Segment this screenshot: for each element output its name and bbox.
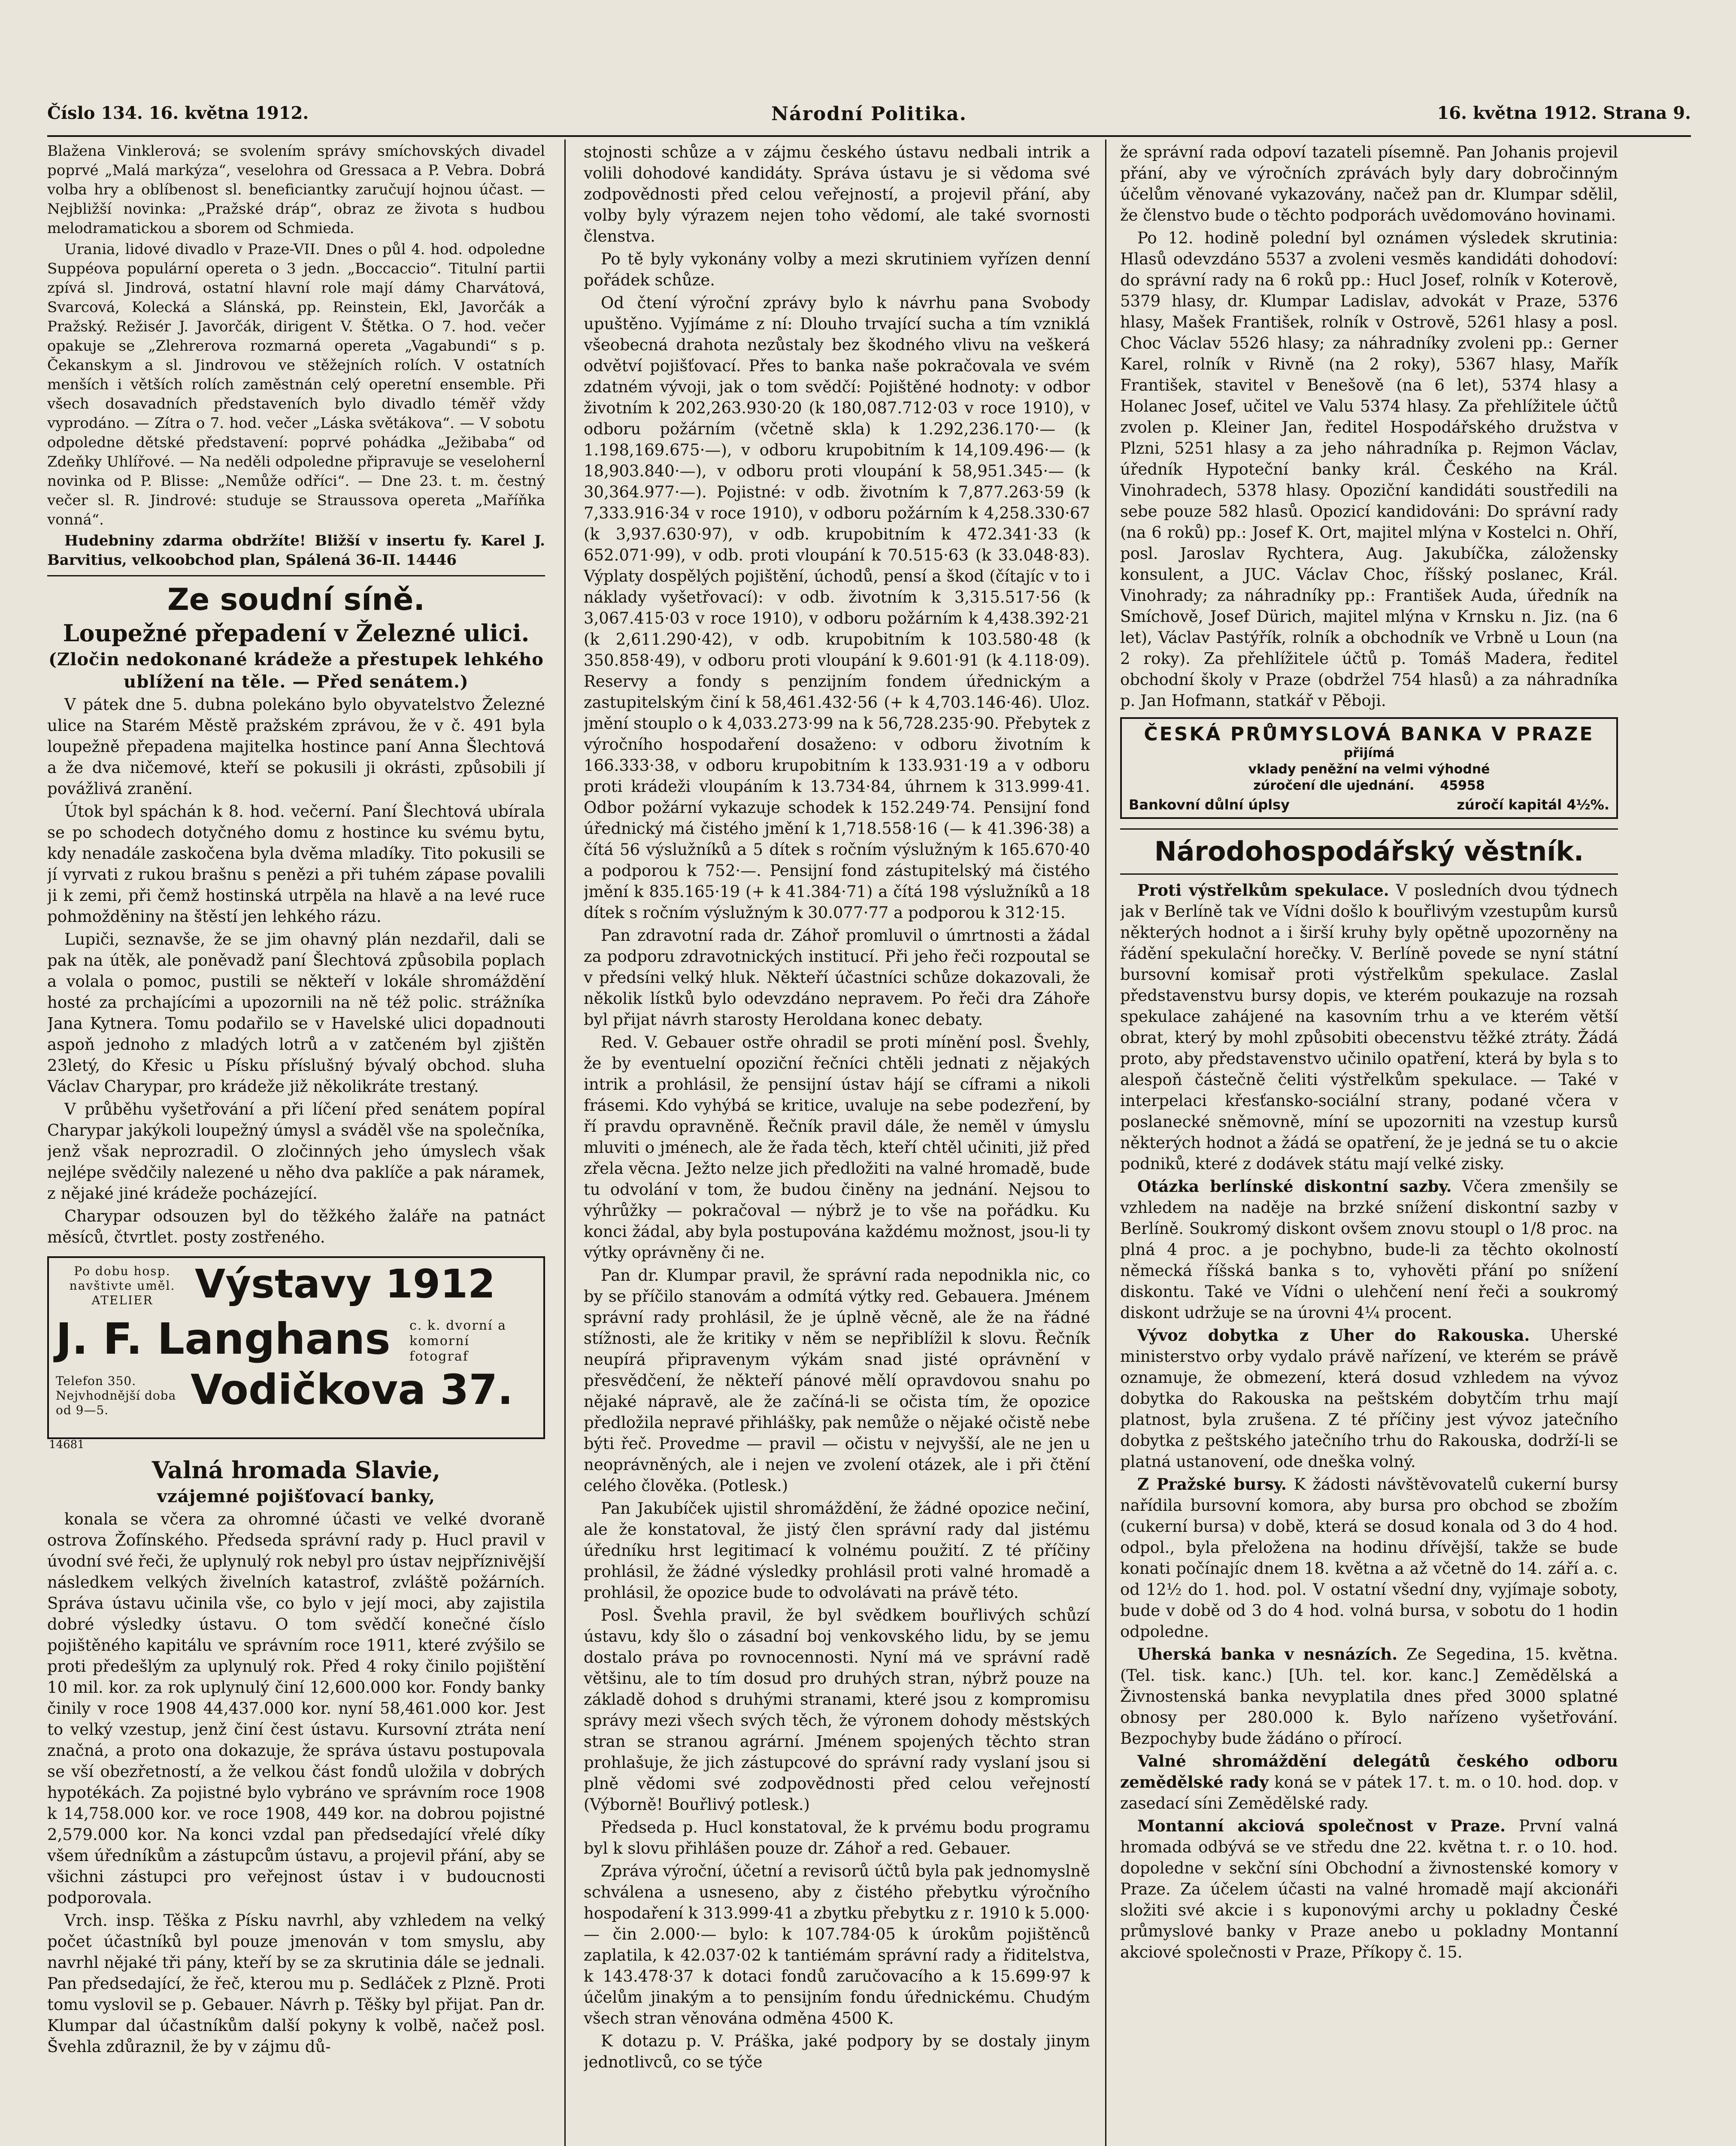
bank-name: ČESKÁ PRŮMYSLOVÁ BANKA V PRAZE xyxy=(1144,723,1594,745)
court-paragraph: Útok byl spáchán k 8. hod. večerní. Paní Šlechtová ubírala se po schodech dotyčného domu z hostince ku svému bytu, kdy nenadále zaskočena byla dvěma mladíky. Tito pokusili se jí vyrvati z rukou brašnu s penězi a při tuhém zápase povalili ji k zemi, při čemž hostinská utrpěla na hlavě a na levé ruce pohmožděniny na štěstí jen lehkého rázu. xyxy=(47,802,545,926)
column-rule-1 xyxy=(564,139,566,2146)
slavia-paragraph: Vrch. insp. Těška z Písku navrhl, aby vzhledem na velký počet účastníků byl pouze jmenován v tom smyslu, aby navrhl nějaké tři pány, kteří by se za skrutinia dále se jednali. Pan předsedající, že řeč, kterou mu p. Sedláček z Plzně. Proti tomu vyslovil se p. Gebauer. Návrh p. Těšky byl přijat. Pan dr. Klumpar dal účastníkům další pokyny k volbě, načež posl. Švehla zdůraznil, že by v zájmu dů- xyxy=(47,1911,545,2056)
bank-line: přijímá xyxy=(1343,746,1395,761)
section-rule xyxy=(47,575,545,576)
slavia-paragraph: Zpráva výroční, účetní a revisorů účtů byla pak jednomyslně schválena a usneseno, aby z čistého přebytku výročního hospodaření k 313.999·41 a zbytku přebytku z r. 1910 k 5.000·— čin 2.000·— bylo: k 107.784·05 k úrokům pojištěnců zaplatila, k 42.037·02 k tantiémám správní rady a řiditelstva, k 143.478·37 k dotaci fondů zaručovacího a k 15.699·97 k účelům jinakým a to pensijním fondu úřednickému. Chudým všech stran věnována odměna 4500 K. xyxy=(584,1862,1090,2028)
court-subheadline: (Zločin nedokonané krádeže a přestupek lehkého ublížení na těle. — Před senátem.) xyxy=(48,649,544,692)
economic-section-title: Národohospodářský věstník. xyxy=(1154,836,1584,867)
article-text: V posledních dvou týdnech jak v Berlíně tak ve Vídni došlo k bouřlivým vzestupům kursů některých hodnot a i širší kruhy byly opětně upozorněny na řádění spekulační horečky. V. Berlíně povede se nyní státní bursovní komisař proti výstřelkům spekulace. Zaslal představenstvu bursy dopis, ve kterém poukazuje na rozsah spekulace zahájené na kasovním trhu a ve kterém větší obrat, který by mohl způsobiti obecenstvu těžké ztráty. Žádá proto, aby představenstvo učinilo opatření, která by byla s to alespoň částečně čeliti výstřelkům spekulace. — Také v interpelaci křesťansko-sociální strany, podané včera v poslanecké sněmovně, míní se upozorniti na vzestup kursů některých hodnot a žádá se opatření, že je jedná se tu o akcie podniků, které z dodávek státu mají velké zisky. xyxy=(1120,881,1618,1173)
court-paragraph: V průběhu vyšetřování a při líčení před senátem popíral Charypar jakýkoli loupežný úmysl a sváděl vše na společníka, jenž však neprozradil. O zločinných jeho úmyslech však nejlépe svědčily nalezené u něho dva paklíče a pak náramek, z nějaké jiné krádeže pocházející. xyxy=(47,1100,545,1203)
date-page-number: 16. května 1912. Strana 9. xyxy=(1437,103,1691,123)
article-text: Uherské ministerstvo orby vydalo právě nařízení, ve kterém se právě oznamuje, že obmezení, která dosud vzhledem na vývoz dobytka do Rakouska na peštském dobytčím trhu mají platnost, byla zrušena. Z té příčiny jest vývoz jatečního dobytka z peštského jatečního trhu do Rakouska, dodrží-li se platná ustanovení, ode dneška volný. xyxy=(1120,1326,1618,1471)
slavia-paragraph: Pan Jakubíček ujistil shromáždění, že žádné opozice nečiní, ale že konstatoval, že jistý člen správní rady dal jistému úředníku hrst legitimací k volnému použití. Z té příčiny prohlásil, že žádné výsledky prohlásil proti valné hromadě a prohlásil, že opozice bude to odvolávati na právě této. xyxy=(584,1499,1090,1602)
slavia-election-results: Po 12. hodině polední byl oznámen výsledek skrutinia: Hlasů odevzdáno 5537 a zvoleni vesměs kandidáti dohodoví: do správní rady na 6 roků pp.: Hucl Josef, rolník v Koterově, 5379 hlasy, dr. Klumpar Ladislav, advokát v Praze, 5376 hlasy, Mašek František, rolník v Ostrově, 5261 hlasy a posl. Choc Václav 5526 hlasy; za náhradníky zvoleni pp.: Gerner Karel, rolník v Rivně (na 2 roky), 5367 hlasy, Mařík František, stavitel v Benešově (na 6 let), 5374 hlasy a Holanec Josef, učitel ve Valu 5374 hlasy. Za přehlížitele účtů zvolen p. Kleiner Jan, ředitel Hospodářského družstva v Plzni, 5251 hlasy a za jeho náhradníka p. Rejmon Václav, úředník Hypoteční banky král. Českého na Král. Vinohradech, 5378 hlasy. Opoziční kandidáti soustředili na sebe pouze 582 hlasů. Opozicí kandidováni: Do správní rady (na 6 roků) pp.: Josef K. Ort, majitel mlýna v Kostelci n. Ohří, posl. Jaroslav Rychtera, Aug. Jakubíčka, záložensky konsulent, a JUC. Václav Choc, říšský poslanec, Král. Vinohrady; za náhradníky pp.: František Auda, úředník na Smíchově, Josef Dürich, majitel mlýna v Krnsku n. Jiz. (na 6 let), Václav Pastýřík, rolník a obchodník ve Vrbně u Loun (na 2 roky). Za přehlížitele účtů p. Tomáš Madera, ředitel obchodní školy v Praze (obdržel 754 hlasů) a za náhradníka p. Jan Hofmann, statkář v Pěboji. xyxy=(1120,229,1618,710)
slavia-paragraph: konala se včera za ohromné účasti ve velké dvoraně ostrova Žofínského. Předseda správní rady p. Hucl pravil v úvodní své řeči, že uplynulý rok nebyl pro ústav nejpříznivější následkem velkých živelních katastrof, zvláště požárních. Správa ústavu učinila vše, co bylo v její moci, aby zajistila dobré výsledky ústavu. O tom svědčí konečné číslo pojištěného kapitálu ve správním roce 1911, které zvýšilo se proti předešlým za uplynulý rok. Před 4 roky činilo pojištění 10 mil. kor. za rok uplynulý činí 12,600.000 kor. Fondy banky činily v roce 1908 44,437.000 kor. nyní 58,461.000 kor. Jest to velký vzestup, jenž činí čest ústavu. Kursovní ztráta není značná, a proto ona dokazuje, že správa ústavu postupovala se vší obezřetností, a že velkou část fondů uložila v dobrých hypotékách. Za pojistné bylo vybráno ve správním roce 1908 k 14,758.000 kor. ve roce 1908, 449 kor. na dobrou pojistné 2,579.000 kor. Na konci vzdal pan předsedající vřelé díky všem úředníkům a zástupcům ústavu, a projevil přání, aby se všichni zástupci pro veřejnost ústav i v budoucnosti podporovala. xyxy=(47,1510,545,1907)
court-paragraph: Lupiči, seznavše, že se jim ohavný plán nezdařil, dali se pak na útěk, ale poněvadž paní Šlechtová způsobila poplach a volala o pomoc, pustili se někteří v lokále shromáždění hosté za prchajícími a upozornili na ně též polic. strážníka Jana Kytnera. Tomu podařilo se v Havelské ulici dopadnouti aspoň jednoho z mladých lotrů a v zatčeném byl zjištěn 23letý, do Křesic u Písku příslušný bývalý obchod. sluha Václav Charypar, pro krádeže již několikráte trestaný. xyxy=(47,930,545,1096)
column-rule-2 xyxy=(1105,139,1106,2146)
slavia-paragraph: Po tě byly vykonány volby a mezi skrutiniem vyřízen denní pořádek schůze. xyxy=(584,250,1090,289)
article-heading: Montanní akciová společnost v Praze. xyxy=(1137,1816,1506,1835)
slavia-paragraph: že správní rada odpoví tazateli písemně. Pan Johanis projevil přání, aby ve výročních zprávách byly dary dobročinným účelům věnované vykazovány, načež pan dr. Klumpar sdělil, že členstvo bude o těchto podporách uvědomováno hovinami. xyxy=(1120,143,1618,224)
section-rule xyxy=(1120,828,1618,830)
newspaper-page xyxy=(47,86,1691,2146)
article-text: K žádosti návštěvovatelů cukerní bursy nařídila bursovní komora, aby bursa pro obchod se zbožím (cukerní bursa) v době, která se dosud konala od 3 do 4 hod. odpol., byla přeložena na hodinu dřívější, takže se bude konati počínajíc dnem 18. května a až včetně do 14. září a. c. od 12½ do 1. hod. pol. V ostatní všední dny, vyjímaje soboty, bude v době od 3 do 4 hod. volná bursa, v sobotu do 1 hodin odpoledne. xyxy=(1120,1475,1618,1641)
ad-atelier-text: Po dobu hosp. navštivte uměl. ATELIER xyxy=(69,1264,176,1307)
article-text: Ze Segedina, 15. května. (Tel. tisk. kanc.) [Uh. tel. kor. kanc.] Zemědělská a Živnostenská banka nevyplatila dnes před 3000 splatné obnosy per 280.000 k. Bylo nařízeno vyšetřování. Bezpochyby bude žádáno o přírocí. xyxy=(1120,1645,1618,1748)
page-header xyxy=(47,103,1691,133)
bank-ad xyxy=(1120,717,1618,819)
slavia-paragraph: K dotazu p. V. Práška, jaké podpory by se dostaly jinym jednotlivců, co se týče xyxy=(584,2032,1090,2071)
article-heading: Valné shromáždění delegátů českého odboru zemědělské rady xyxy=(1120,1752,1618,1791)
ad-street-address: Vodičkova 37. xyxy=(191,1366,513,1414)
ad-number: 14681 xyxy=(49,1438,85,1451)
sheet-music-ad: Hudebniny zdarma obdržíte! Bližší v insertu fy. Karel J. Barvitius, velkoobchod plan, Spálená 36-II. 14446 xyxy=(47,532,545,569)
bank-line: vklady peněžní na velmi výhodné xyxy=(1248,762,1490,777)
ad-phone-hours: Telefon 350. Nejvhodnější doba od 9—5. xyxy=(56,1374,176,1417)
slavia-paragraph: Pan dr. Klumpar pravil, že správní rada nepodnikla nic, co by se příčilo stanovám a odmítá výtky red. Gebauera. Jménem správní rady prohlásil, že je úplně věcně, ale že na řádné stížnosti, ale že kritiky v něm se nepřiblížil k slovu. Řečník neupírá připravenym výkám snad jisté oprávnění v přesvědčení, že někteří pánové mělí opravdovou snahu po nějaké nápravě, ale že začíná-li se očista tím, že opozice předložila nepravé přihlášky, pak nemůže o nějaké očistě nebe býti řeč. Provedme — pravil — očistu v nejvyšší, ale ne jen u neoprávněných, ale i nejen ve zvolení otázek, ale i při čtění celého člověka. (Potlesk.) xyxy=(584,1266,1090,1495)
article-text: Včera zmenšily se vzhledem na naděje na brzké snížení diskontní sazby v Berlíně. Soukromý diskont ovšem znovu stoupl o 1/8 proc. na plná 4 proc. a je pochybno, bude-li za těchto okolností německá říšská banka s to, vyhověti přání po snížení diskontu. Také ve Vídni o ulehčení není řeči a soukromý diskont udržuje se na úrovni 4¼ procent. xyxy=(1120,1177,1618,1322)
court-paragraph: Charypar odsouzen byl do těžkého žaláře na patnáct měsíců, čtvrtlet. posty zostřeného. xyxy=(47,1207,545,1246)
court-paragraph: V pátek dne 5. dubna polekáno bylo obyvatelstvo Železné ulice na Starém Městě pražském zprávou, že v č. 491 byla loupežně přepadena majitelka hostince paní Anna Šlechtová a že dva ničemové, kteří se pokusili ji okrásti, způsobili jí povážlivá zranění. xyxy=(47,695,545,798)
theatre-notice-smichov: Blažena Vinklerová; se svolením správy smíchovských divadel poprvé „Malá markýza“, veselohra od Gressaca a P. Vebra. Dobrá volba hry a oblíbenost sl. beneficiantky zaručují hojnou účast. — Nejbližší novinka: „Pražské dráp“, obraz ze života s hudbou melodramatickou a sborem od Schmieda. xyxy=(47,142,545,237)
ad-studio-name: J. F. Langhans xyxy=(56,1314,391,1364)
slavia-paragraph: Pan zdravotní rada dr. Záhoř promluvil o úmrtnosti a žádal za podporu zdravotnických institucí. Při jeho řeči rozpoutal se v předsíni velký hluk. Někteří účastníci schůze dokazovali, že několik lístků bylo odevzdáno nepravem. Po řeči dra Záhoře byl přijat návrh starosty Heroldana konec debaty. xyxy=(584,926,1090,1029)
slavia-paragraph: Předseda p. Hucl konstatoval, že k prvému bodu programu byl k slovu přihlášen pouze dr. Záhoř a red. Gebauer. xyxy=(584,1818,1090,1858)
ad-court-photographer: c. k. dvorní a komorní fotograf xyxy=(409,1318,507,1364)
bank-ad-code: 45958 xyxy=(1440,778,1485,793)
slavia-subheadline: vzájemné pojišťovací banky, xyxy=(157,1486,436,1506)
bank-bottom-left: Bankovní důlní úplsy xyxy=(1129,797,1290,813)
langhans-photo-ad xyxy=(47,1256,545,1451)
article-heading: Uherská banka v nesnázích. xyxy=(1137,1645,1398,1664)
slavia-paragraph: Od čtení výroční zprávy bylo k návrhu pana Svobody upuštěno. Vyjímáme z ní: Dlouho trvající sucha a tím vzniklá všeobecná drahota nezůstaly bez škodného vlivu na veškerá odvětví pojišťovací. Přes to banka naše pokračovala ve svém zdatném vývoji, jak o tom svědčí: Pojištěné hodnoty: v odbor životním k 202,263.930·20 (k 180,087.712·03 v roce 1910), v odboru požárním (včetně skla) k 1.292,236.170·— (k 1.198,169.675·—), v odboru krupobitním k 14,109.496·— (k 18,903.840·—), v odboru proti vloupání k 58,951.345·— (k 30,364.977·—). Pojistné: v odb. životním k 7,877.263·59 (k 7,333.916·34 v roce 1910), v odboru požárním k 4,258.330·67 (k 3,937.630·97), v odb. krupobitním k 472.341·33 (k 652.071·99), v odb. proti vloupání k 70.515·63 (k 33.048·83). Výplaty dospělých pojištění, úchodů, pensí a škod (čítajíc v to i náklady vyšetřovací): v odb. životním k 3,315.517·56 (k 3,067.415·03 v roce 1910), v odboru požárním k 4,438.392·21 (k 2,611.290·42), v odb. krupobitním k 103.580·48 (k 350.858·49), v odboru proti vloupání k 9.601·91 (k 4.118·09). Reservy a fondy s penzijním fondem úřednickým a zastupitelským činí k 58,461.432·56 (+ k 4,703.146·46). Uloz. jmění stouplo o k 4,033.273·99 na k 56,728.235·90. Přebytek z výročního hospodaření dosaženo: v odboru životním k 166.333·38, v odboru krupobitním k 133.931·19 a v odboru proti krádeži vloupáním k 13.734·84, úhrnem k 313.999·41. Odbor požární vykazuje schodek k 152.249·74. Pensijní fond úřednický má čistého jmění k 1,718.558·16 (— k 41.396·38) a čítá 56 výslužníků a 5 dítek s ročním výslužným k 165.670·40 a podporou k 752·—. Pensijní fond zástupitelský má čistého jmění k 835.165·19 (+ k 41.384·71) a čítá 198 výslužníků a 18 dítek s ročním výslužným k 30.077·77 a podporou k 312·15. xyxy=(584,294,1090,922)
article-text: První valná hromada odbývá se ve středu dne 22. května t. r. o 10. hod. dopoledne v sekční síni Obchodní a živnostenské komory v Praze. Za účelem účasti na valné hromadě mají akcionáři složiti své akcie i s kuponovými archy u pokladny České průmyslové banky v Praze anebo u pokladny Montanní akciové společnosti v Praze, Příkopy č. 15. xyxy=(1120,1817,1618,1961)
article-heading: Otázka berlínské diskontní sazby. xyxy=(1137,1177,1452,1196)
column-3 xyxy=(1120,142,1618,2146)
masthead-title: Národní Politika. xyxy=(771,103,967,125)
court-headline: Loupežné přepadení v Železné ulici. xyxy=(63,619,530,647)
section-rule xyxy=(1120,873,1618,875)
court-section-title: Ze soudní síně. xyxy=(167,582,425,617)
bank-line-row xyxy=(1129,778,1609,794)
header-rule xyxy=(47,135,1691,137)
article-heading: Z Pražské bursy. xyxy=(1137,1475,1287,1494)
bank-bottom-row xyxy=(1129,797,1609,813)
slavia-paragraph: Posl. Švehla pravil, že byl svědkem bouřlivých schůzí ústavu, kdy šlo o zásadní boj venkovského lidu, by se jemu dostalo práva po rovnocennosti. Nyní má ve správní radě většinu, ale to tím dosud pro druhých stran, nýbrž pouze na základě dohod s druhými stranami, které jsou z kompromisu správy mezi všech svých těch, že výronem dohody městských stran se stranou agrární. Jménem spojených těchto stran prohlašuje, že jich zástupcové do správní rady vyslaní jsou si plně vědomi své zodpovědnosti před celou veřejností (Výborně! Bouřlivý potlesk.) xyxy=(584,1606,1090,1814)
theatre-notice-urania: Urania, lidové divadlo v Praze-VII. Dnes o půl 4. hod. odpoledne Suppéova populární opereta o 3 jedn. „Boccaccio“. Titulní partii zpívá sl. Jindrová, ostatní hlavní role mají dámy Charvátová, Svarcová, Kolecká a Slánská, pp. Reinstein, Ekl, Javorčák a Pražský. Režisér J. Javorčák, dirigent V. Štětka. O 7. hod. večer opakuje se „Zlehrerova rozmarná opereta „Vagabundi“ s p. Čekanskym a sl. Jindrovou ve stěžejních rolích. V ostatních menších i větších rolích zaměstnán celý operetní ensemble. Při všech dosavadních představeních bylo divadlo téměř vždy vyprodáno. — Zítra o 7. hod. večer „Láska světákova“. — V sobotu odpoledne dětské představení: poprvé pohádka „Ježibaba“ od Zdeňky Uhlířové. — Na neděli odpoledne připravuje se veselohernĺ novinka od P. Blisse: „Nemůže odříci“. — Dne 23. t. m. čestný večer sl. R. Jindrové: studuje se Straussova opereta „Maříňka vonná“. xyxy=(47,241,545,528)
issue-number-date: Číslo 134. 16. května 1912. xyxy=(47,103,309,123)
article-heading: Vývoz dobytka z Uher do Rakouska. xyxy=(1137,1326,1530,1345)
slavia-headline: Valná hromada Slavie, xyxy=(151,1456,441,1484)
column-2 xyxy=(584,142,1090,2146)
bank-bottom-right: zúročí kapitál 4½%. xyxy=(1457,797,1609,813)
article-heading: Proti výstřelkům spekulace. xyxy=(1137,881,1389,900)
column-1 xyxy=(47,142,545,2146)
ad-expo-text: Výstavy 1912 xyxy=(195,1261,496,1307)
bank-line: zúročení dle ujednání. xyxy=(1253,778,1415,793)
article-text: koná se v pátek 17. t. m. o 10. hod. dop. v zasedací síni Zemědělské rady. xyxy=(1120,1773,1618,1813)
slavia-paragraph: Red. V. Gebauer ostře ohradil se proti mínění posl. Švehly, že by eventuelní opoziční řečníci chtěli jednati z nějakých intrik a prohlásil, že pensijní ústav hájí se cíframi a nikoli frásemi. Kdo vyhýbá se kritice, uvaluje na sebe podezření, by ří pravdu opravněně. Řečník pravil dále, že neměl v úmyslu mluviti o jménech, ale že řada těch, kteří chtěl učiniti, již před zřela věcna. Ježto nelze jich předložiti na valné hromadě, bude tu odvolání v tom, že budou činěny na jednání. Nejsou to výhrůžky — pokračoval — nýbrž je to vše na pořádku. Ku konci žádal, aby byla postupována každému možnost, jsou-li ty výtky oprávněny či ne. xyxy=(584,1033,1090,1262)
slavia-paragraph: stojnosti schůze a v zájmu českého ústavu nedbali intrik a volili dohodové kandidáty. Správa ústavu je si vědoma své zodpovědnosti před celou veřejností, a projevil přání, aby volby byly výrazem nejen toho vědomí, ale také svornosti členstva. xyxy=(584,143,1090,246)
